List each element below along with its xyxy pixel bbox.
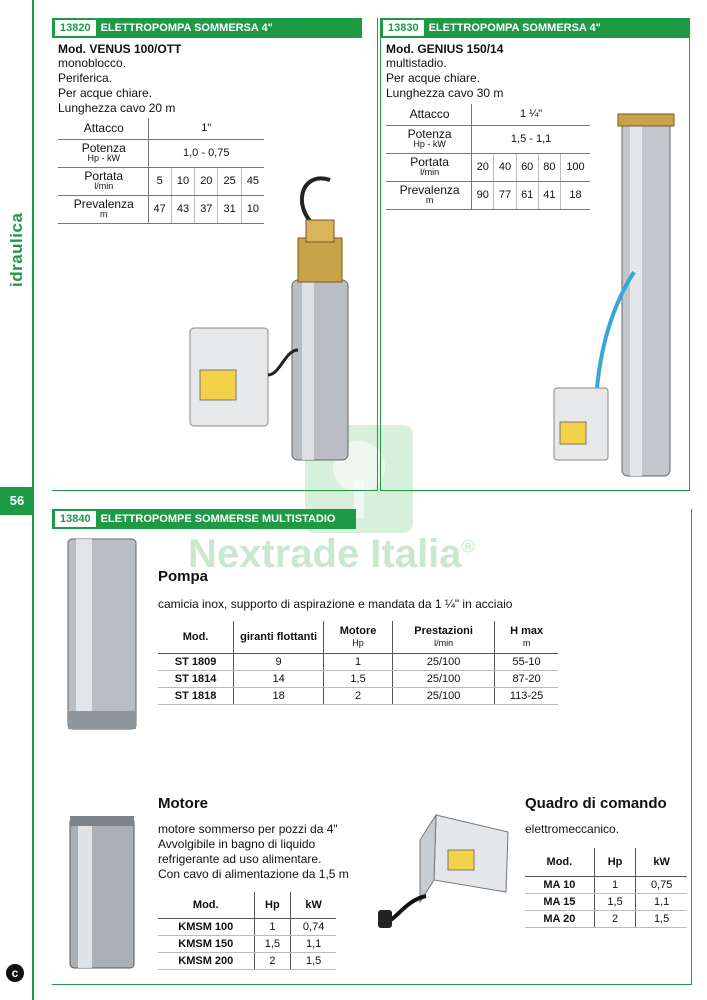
model-desc-1: multistadio. xyxy=(386,56,447,70)
brand-badge: c xyxy=(6,964,24,982)
table-row: KMSM 150 1,5 1,1 xyxy=(158,935,336,952)
model-desc-3: Per acque chiare. xyxy=(58,86,153,100)
motore-desc-1: motore sommerso per pozzi da 4" xyxy=(158,822,338,836)
table-row: MA 20 2 1,5 xyxy=(525,910,687,927)
table-row: KMSM 200 2 1,5 xyxy=(158,952,336,969)
pompa-table: Mod. giranti flottanti Motore Hp Prestazioni l/min H max m ST 1809 9 1 25/100 55-10 ST 1814 14 1,5 25/100 87-20 ST 1818 18 2 25/100 113-25 xyxy=(158,621,558,705)
motore-table: Mod. Hp kW KMSM 100 1 0,74 KMSM 150 1,5 1,1 KMSM 200 2 1,5 xyxy=(158,892,336,970)
product-13830-header xyxy=(380,18,690,38)
product-title: ELETTROPOMPA SOMMERSA 4" xyxy=(428,22,601,34)
model-desc-2: Per acque chiare. xyxy=(386,71,481,85)
motore-desc-2: Avvolgibile in bagno di liquido xyxy=(158,837,316,851)
model-desc-4: Lunghezza cavo 20 m xyxy=(58,101,176,115)
product-code: 13830 xyxy=(383,20,424,36)
quadro-title: Quadro di comando xyxy=(525,795,667,812)
product-code: 13840 xyxy=(55,511,96,527)
product-title: ELETTROPOMPA SOMMERSA 4" xyxy=(100,22,273,34)
table-row: ST 1818 18 2 25/100 113-25 xyxy=(158,687,558,704)
motore-title: Motore xyxy=(158,795,208,812)
model-desc-1: monoblocco. xyxy=(58,56,127,70)
section-13840-header xyxy=(52,509,356,529)
model-name: Mod. GENIUS 150/14 xyxy=(386,42,504,56)
category-label: idraulica xyxy=(7,212,26,287)
motor-cylinder-image xyxy=(64,812,140,972)
page-number: 56 xyxy=(0,487,34,515)
model-name: Mod. VENUS 100/OTT xyxy=(58,42,182,56)
motore-desc-4: Con cavo di alimentazione da 1,5 m xyxy=(158,867,349,881)
product-13820-header xyxy=(52,18,362,38)
model-desc-3: Lunghezza cavo 30 m xyxy=(386,86,504,100)
spec-table-13830: Attacco 1 ¼" Potenza Hp - kW 1,5 - 1,1 Portata l/min 20 40 60 80 100 Prevalenza m 90 77 61 41 18 xyxy=(386,104,590,210)
quadro-table: Mod. Hp kW MA 10 1 0,75 MA 15 1,5 1,1 MA 20 2 1,5 xyxy=(525,848,687,928)
submersible-pump-image xyxy=(180,170,370,470)
table-row: MA 10 1 0,75 xyxy=(525,876,687,893)
multistage-pump-image xyxy=(548,112,678,482)
pompa-desc: camicia inox, supporto di aspirazione e mandata da 1 ¼" in acciaio xyxy=(158,597,513,611)
pompa-title: Pompa xyxy=(158,568,209,585)
table-row: KMSM 100 1 0,74 xyxy=(158,918,336,935)
product-code: 13820 xyxy=(55,20,96,36)
motore-desc-3: refrigerante ad uso alimentare. xyxy=(158,852,322,866)
table-row: ST 1809 9 1 25/100 55-10 xyxy=(158,653,558,670)
watermark-text: Nextrade Italia® xyxy=(188,532,475,576)
spec-table-13820: Attacco 1" Potenza Hp - kW 1,0 - 0,75 Portata l/min 5 10 20 25 45 Prevalenza m 47 43 37 31 10 xyxy=(58,118,264,224)
quadro-desc: elettromeccanico. xyxy=(525,822,620,836)
section-title: ELETTROPOMPE SOMMERSE MULTISTADIO xyxy=(100,513,336,525)
table-row: ST 1814 14 1,5 25/100 87-20 xyxy=(158,670,558,687)
model-desc-2: Periferica. xyxy=(58,71,113,85)
control-box-image xyxy=(376,810,526,935)
table-row: MA 15 1,5 1,1 xyxy=(525,893,687,910)
pump-cylinder-image xyxy=(60,535,144,735)
